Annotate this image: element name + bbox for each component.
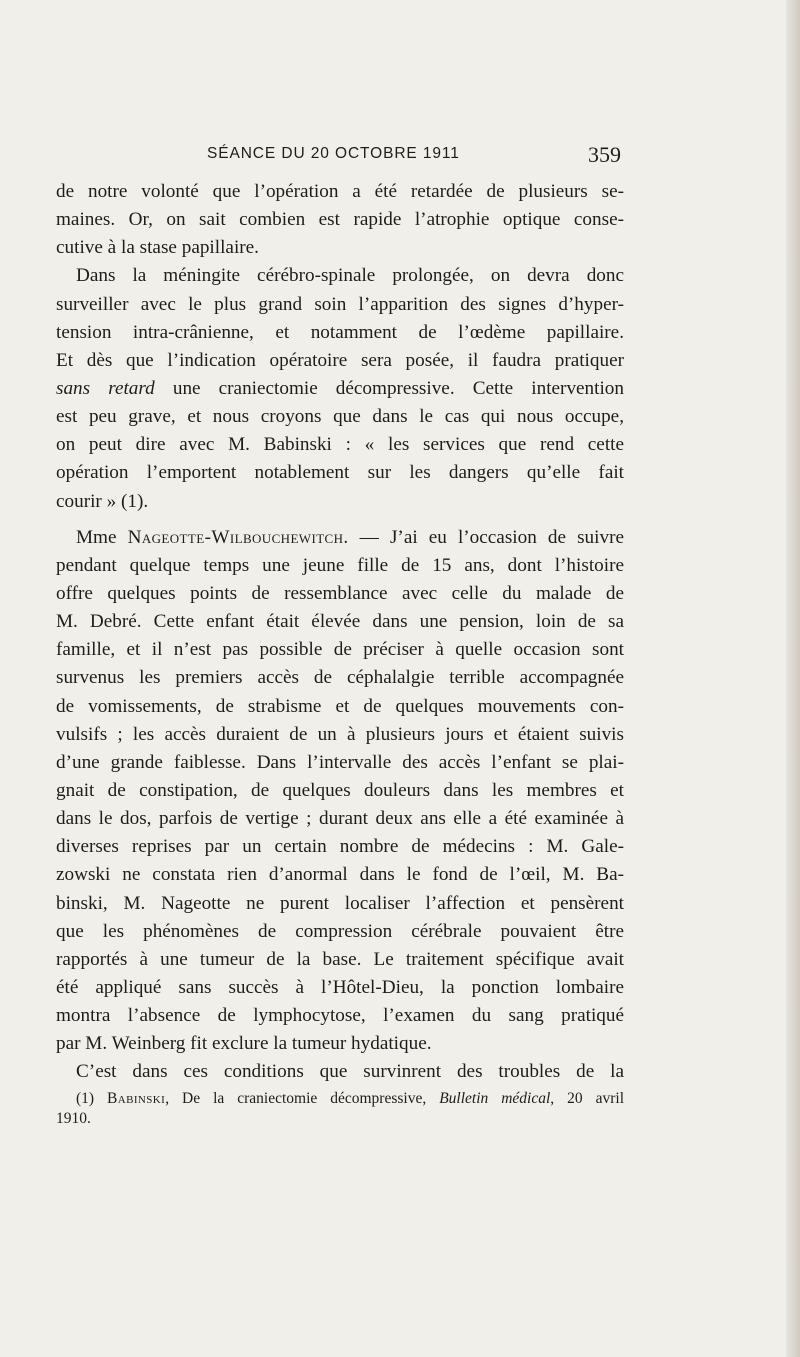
text-line: vulsifs ; les accès duraient de un à plusieurs jours et étaient suivis [56,723,624,745]
text-line: que les phénomènes de compression cérébrale pouvaient être [56,920,624,942]
footnote-text: , De la craniectomie décompressive, [165,1090,440,1107]
text-line [56,524,624,552]
text-line: offre quelques points de ressemblance avec celle du malade de [56,582,624,604]
text-line: zowski ne constata rien d’anormal dans le fond de l’œil, M. Ba- [56,864,624,886]
paragraph-3 [56,524,624,1059]
line-rest: — J’ai eu l’occasion de suivre [348,526,624,548]
text-line: M. Debré. Cette enfant était élevée dans une pension, loin de sa [56,611,624,633]
paragraph-1 [56,178,624,262]
page-header [56,142,624,172]
text-line: rapportés à une tumeur de la base. Le traitement spécifique avait [56,948,624,970]
text-line: Dans la méningite cérébro-spinale prolongée, on devra donc [76,265,624,287]
text-line: est peu grave, et nous croyons que dans le cas qui nous occupe, [56,406,624,428]
text-line: cutive à la stase papillaire. [56,237,259,259]
footnote-continuation: 1910. [56,1110,91,1127]
text-line: survenus les premiers accès de céphalalgie terrible accompagnée [56,667,624,689]
paragraph-4 [56,1058,624,1086]
footnote-journal: Bulletin médical [439,1090,551,1107]
text-line: d’une grande faiblesse. Dans l’intervalle des accès l’enfant se plai- [56,751,624,773]
text-line: surveiller avec le plus grand soin l’apparition des signes d’hyper- [56,293,624,315]
footnote [56,1089,625,1129]
text-line: dans le dos, parfois de vertige ; durant deux ans elle a été examinée à [56,808,624,830]
text-line [56,375,624,403]
speaker-name: Nageotte-Wilbouchewitch. [127,526,349,548]
speaker-prefix: Mme [76,526,128,548]
text-line: maines. Or, on sait combien est rapide l’atrophie optique conse- [56,209,624,231]
text-line: par M. Weinberg fit exclure la tumeur hydatique. [56,1033,432,1055]
body-text [56,178,624,1087]
text-line: courir » (1). [56,490,149,512]
text-line: de vomissements, de strabisme et de quelques mouvements con- [56,695,624,717]
text-line: montra l’absence de lymphocytose, l’examen du sang pratiqué [56,1005,624,1027]
page-number: 359 [588,142,621,167]
text-line: gnait de constipation, de quelques douleurs dans les membres et [56,779,624,801]
text-line: été appliqué sans succès à l’Hôtel-Dieu, la ponction lombaire [56,976,624,998]
paragraph-2 [56,262,624,515]
text-line: tension intra-crânienne, et notamment de l’œdème papillaire. [56,321,624,343]
footnote-marker: (1) [76,1090,95,1107]
footnote-text: , 20 avril [550,1090,625,1107]
page-edge-shadow [786,0,800,1357]
text-line: pendant quelque temps une jeune fille de 15 ans, dont l’histoire [56,554,624,576]
text-line: opération l’emportent notablement sur les dangers qu’elle fait [56,462,624,484]
footnote-author: Babinski [107,1090,166,1107]
paragraph-gap [56,516,624,524]
text-line: binski, M. Nageotte ne purent localiser l’affection et pensèrent [56,892,624,914]
text-line: famille, et il n’est pas possible de préciser à quelle occasion sont [56,639,624,661]
footnote-line [76,1089,624,1109]
text-line: diverses reprises par un certain nombre de médecins : M. Gale- [56,836,624,858]
text-line: Et dès que l’indication opératoire sera posée, il faudra pratiquer [56,349,624,371]
line-rest: une craniectomie décompressive. Cette intervention [154,377,624,399]
text-line: C’est dans ces conditions que survinrent des troubles de la [76,1061,624,1083]
text-line: on peut dire avec M. Babinski : « les services que rend cette [56,434,624,456]
running-title: SÉANCE DU 20 OCTOBRE 1911 [207,145,460,162]
italic-phrase: sans retard [56,377,155,399]
text-line: de notre volonté que l’opération a été retardée de plusieurs se- [56,181,624,202]
